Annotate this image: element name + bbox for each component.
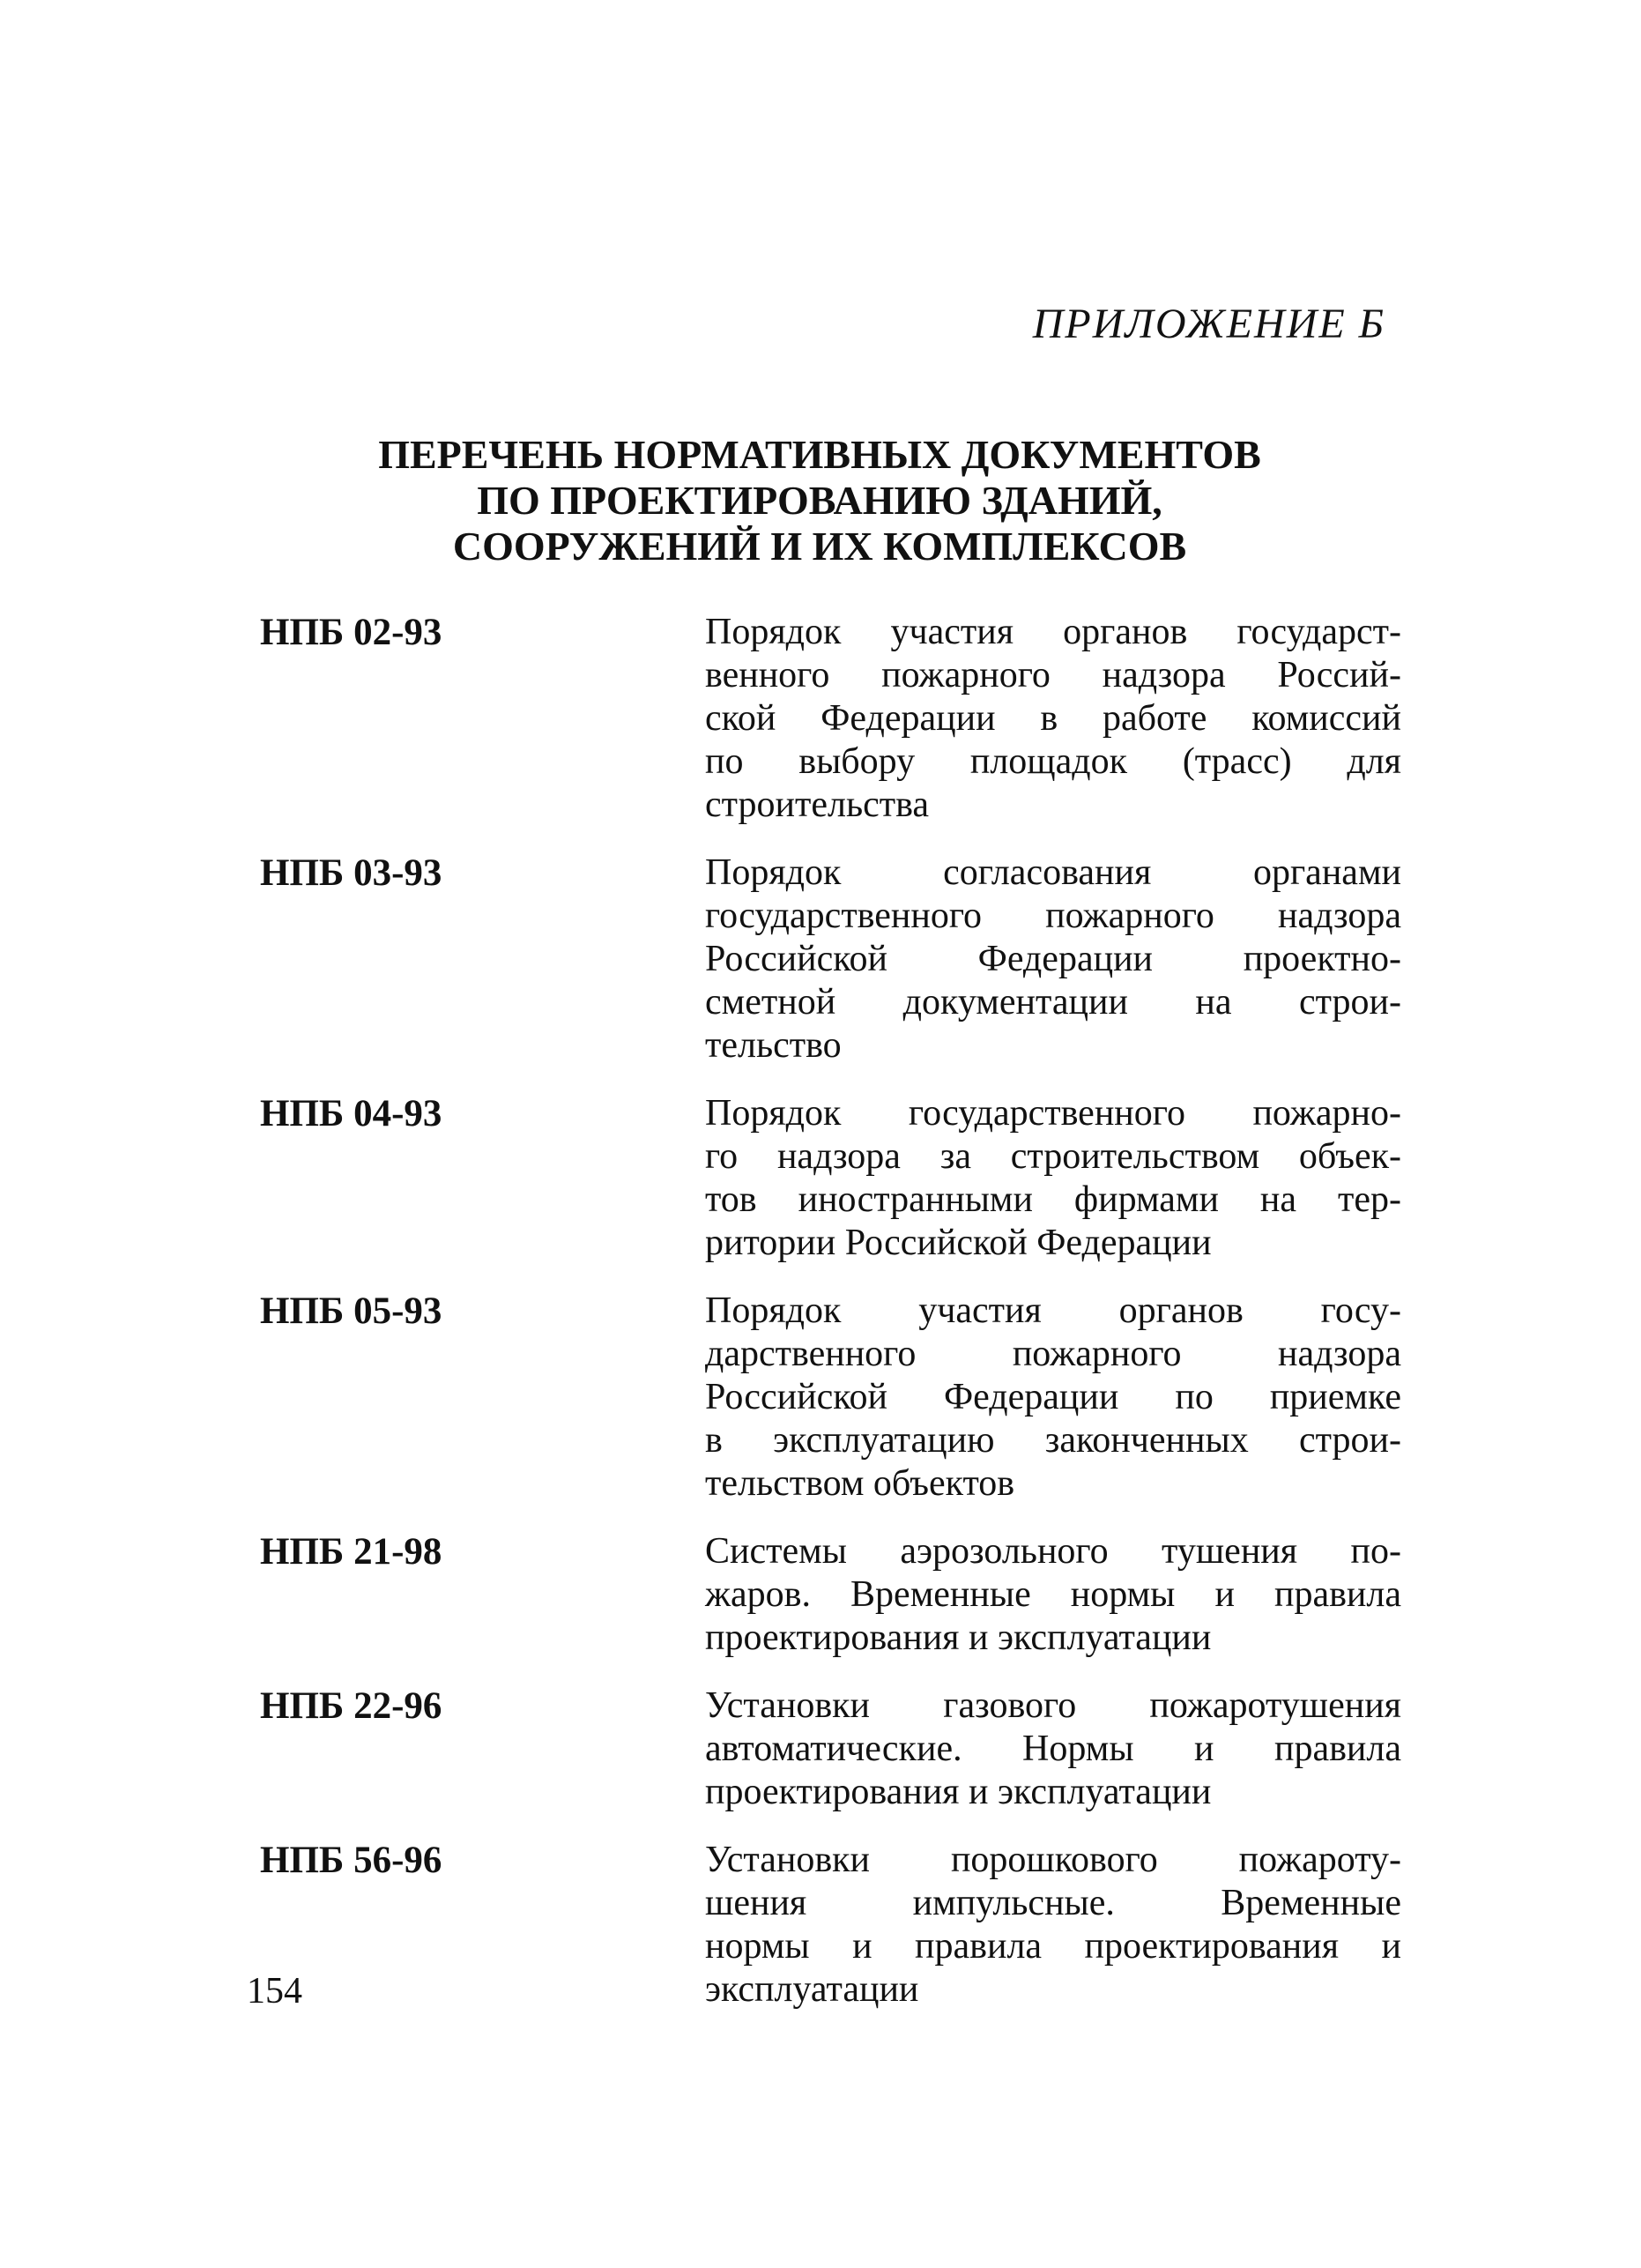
title-line: ПО ПРОЕКТИРОВАНИЮ ЗДАНИЙ,: [477, 478, 1162, 523]
description-line: тов иностранными фирмами на тер-: [705, 1179, 1401, 1220]
document-description: [705, 611, 1401, 827]
description-line: ской Федерации в работе комиссий: [705, 698, 1401, 739]
description-line: Порядок согласования органами: [705, 852, 1401, 893]
description-line: го надзора за строительством объек-: [705, 1136, 1401, 1177]
document-code: НПБ 04-93: [260, 1093, 442, 1134]
document-description: [705, 1092, 1401, 1265]
description-line: венного пожарного надзора Россий-: [705, 655, 1401, 695]
document-description: [705, 1684, 1401, 1814]
description-line: Системы аэрозольного тушения по-: [705, 1531, 1401, 1572]
description-line: эксплуатации: [705, 1969, 919, 2010]
description-line: строительства: [705, 785, 930, 825]
document-code: НПБ 05-93: [260, 1290, 442, 1332]
description-line: Установки газового пожаротушения: [705, 1685, 1401, 1726]
description-line: шения импульсные. Временные: [705, 1883, 1401, 1923]
description-line: Порядок государственного пожарно-: [705, 1093, 1401, 1134]
description-line: тельство: [705, 1025, 842, 1066]
title-line: СООРУЖЕНИЙ И ИХ КОМПЛЕКСОВ: [452, 524, 1187, 569]
document-description: [705, 1530, 1401, 1660]
page-number: 154: [247, 1971, 302, 2011]
description-line: по выбору площадок (трасс) для: [705, 741, 1401, 782]
description-line: Порядок участия органов государст-: [705, 612, 1401, 652]
document-title: [247, 432, 1392, 569]
document-entry: [260, 1839, 1401, 2011]
document-code: НПБ 22-96: [260, 1685, 442, 1727]
document-entry: [260, 1290, 1401, 1506]
description-line: государственного пожарного надзора: [705, 896, 1401, 936]
document-code: НПБ 21-98: [260, 1531, 442, 1573]
document-description: [705, 1839, 1401, 2011]
description-line: автоматические. Нормы и правила: [705, 1729, 1401, 1769]
description-line: Российской Федерации проектно-: [705, 939, 1401, 979]
description-line: дарственного пожарного надзора: [705, 1334, 1401, 1374]
document-entry: [260, 1092, 1401, 1265]
description-line: жаров. Временные нормы и правила: [705, 1574, 1401, 1615]
document-code: НПБ 03-93: [260, 852, 442, 894]
appendix-label: ПРИЛОЖЕНИЕ Б: [1032, 301, 1385, 347]
description-line: проектирования и эксплуатации: [705, 1772, 1212, 1812]
document-description: [705, 1290, 1401, 1506]
title-line: ПЕРЕЧЕНЬ НОРМАТИВНЫХ ДОКУМЕНТОВ: [378, 432, 1261, 477]
document-entry: [260, 851, 1401, 1067]
description-line: тельством объектов: [705, 1463, 1015, 1504]
document-entry: [260, 611, 1401, 827]
description-line: Российской Федерации по приемке: [705, 1377, 1401, 1417]
document-entry: [260, 1684, 1401, 1814]
description-line: в эксплуатацию законченных строи-: [705, 1420, 1401, 1461]
description-line: ритории Российской Федерации: [705, 1223, 1212, 1263]
description-line: нормы и правила проектирования и: [705, 1926, 1401, 1967]
document-list: [260, 611, 1401, 2011]
document-description: [705, 851, 1401, 1067]
document-entry: [260, 1530, 1401, 1660]
document-code: НПБ 02-93: [260, 612, 442, 653]
description-line: сметной документации на строи-: [705, 982, 1401, 1022]
description-line: Порядок участия органов госу-: [705, 1290, 1401, 1331]
description-line: Установки порошкового пожароту-: [705, 1840, 1401, 1880]
description-line: проектирования и эксплуатации: [705, 1617, 1212, 1658]
document-code: НПБ 56-96: [260, 1840, 442, 1881]
